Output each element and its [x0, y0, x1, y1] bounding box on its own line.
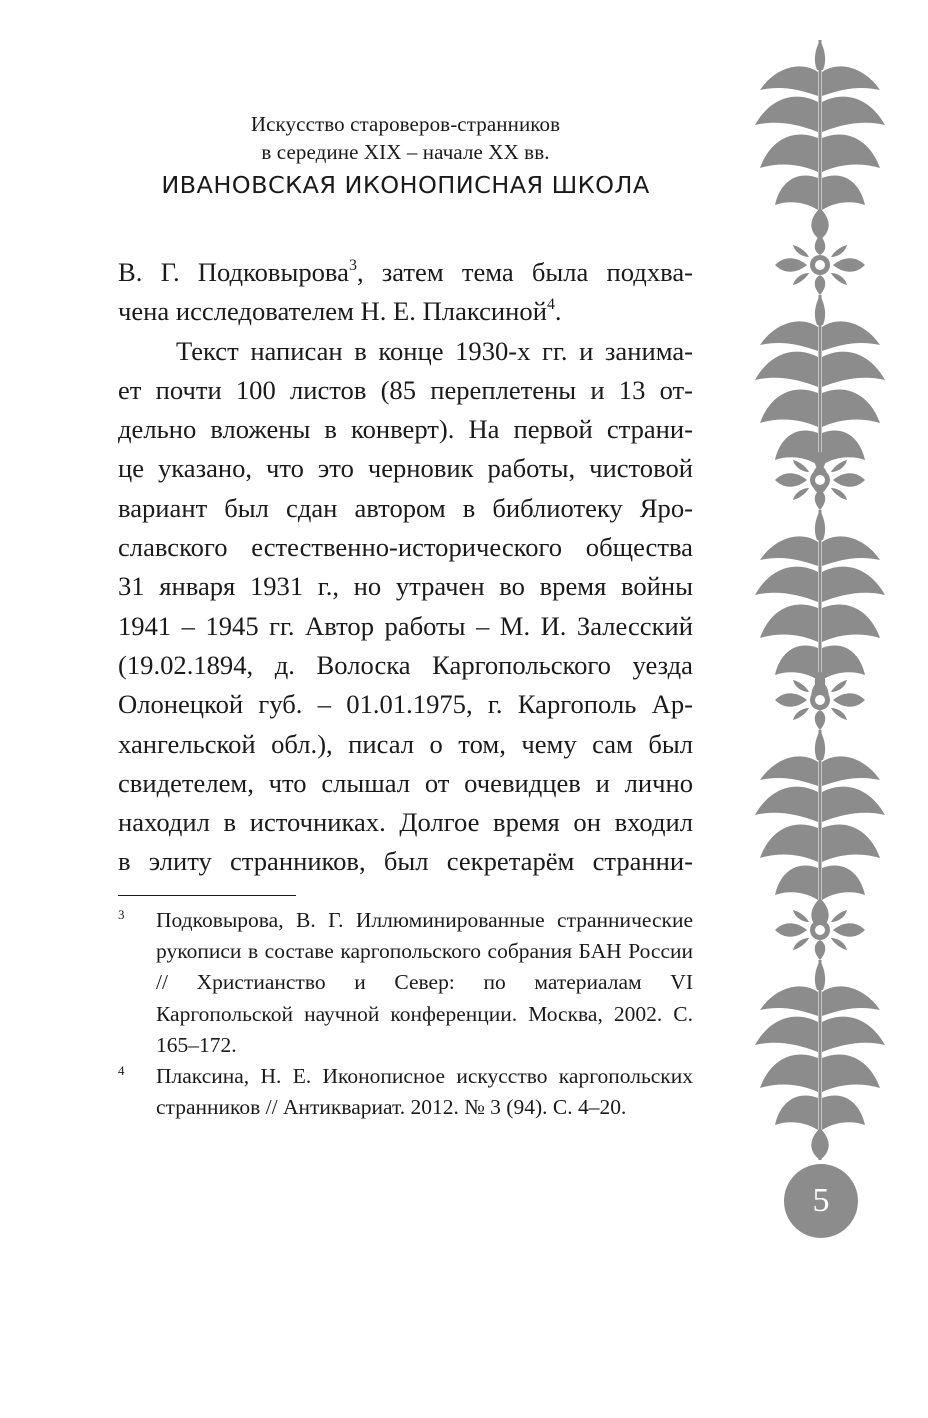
paragraph-line: Олонецкой губ. – 01.01.1975, г. Каргополь Ар-: [118, 689, 693, 720]
running-head-chapter-title: ИВАНОВСКАЯ ИКОНОПИСНАЯ ШКОЛА: [161, 171, 650, 199]
footnote-ref-4[interactable]: 4: [546, 296, 555, 314]
paragraph-line: ет почти 100 листов (85 переплетены и 13 от-: [118, 374, 693, 405]
running-head-book-subtitle: в середине XIX – начале XX вв.: [261, 140, 550, 164]
paragraph-line: (19.02.1894, д. Волоска Каргопольского уезда: [118, 649, 693, 680]
paragraph-line: це указано, что это черновик работы, чистовой: [118, 453, 693, 484]
paragraph-2: [118, 332, 693, 882]
footnote-ref-3[interactable]: 3: [348, 256, 357, 274]
paragraph-line: 1941 – 1945 гг. Автор работы – М. И. Залесский: [118, 610, 693, 641]
paragraph-line: вариант был сдан автором в библиотеку Яро-: [118, 492, 693, 523]
paragraph-line: 31 января 1931 г., но утрачен во время войны: [118, 571, 693, 602]
paragraph-line: хангельской обл.), писал о том, чему сам был: [118, 728, 693, 759]
body-text-span: , затем тема была подхва-: [356, 257, 694, 287]
paragraph-line: [118, 292, 693, 331]
paragraph-line: в элиту странников, был секретарём странни-: [118, 846, 693, 877]
footnote-text: Плаксина, Н. Е. Иконописное искусство каргопольских странников // Антиквариат. 2012. № 3 (94). С. 4–20.: [156, 1064, 693, 1120]
page-number: 5: [812, 1182, 830, 1219]
paragraph-line: славского естественно-исторического общества: [118, 532, 693, 563]
paragraph-line: [118, 253, 693, 292]
floral-ornament-border: [755, 40, 885, 1190]
footnote-number: 4: [118, 1063, 125, 1079]
body-text-span: чена исследователем Н. Е. Плаксиной: [118, 296, 547, 327]
footnote-3: [118, 905, 693, 1061]
footnotes: [118, 905, 693, 1123]
footnote-number: 3: [118, 907, 125, 922]
paragraph-line: Текст написан в конце 1930-х гг. и занима-: [176, 335, 693, 366]
running-head-book-title: Искусство староверов-странников: [250, 112, 561, 136]
body-text: [118, 253, 693, 882]
footnote-text: Подковырова, В. Г. Иллюминированные страннические рукописи в составе каргопольского собрания БАН России // Христианство и Север: по материалам VI Каргопольской научной конференции. Москва, 2002. С. 165–172.: [156, 908, 693, 1057]
body-text-span: В. Г. Подковырова: [118, 257, 349, 287]
footnote-separator: [118, 895, 296, 896]
page-number-badge: [784, 1164, 858, 1238]
paragraph-line: свидетелем, что слышал от очевидцев и лично: [118, 767, 693, 798]
footnote-4: [118, 1061, 693, 1123]
running-head: [118, 110, 693, 201]
paragraph-line: дельно вложены в конверт). На первой страни-: [118, 414, 693, 445]
paragraph-line: находил в источниках. Долгое время он входил: [118, 807, 693, 838]
body-text-span: .: [554, 296, 562, 327]
